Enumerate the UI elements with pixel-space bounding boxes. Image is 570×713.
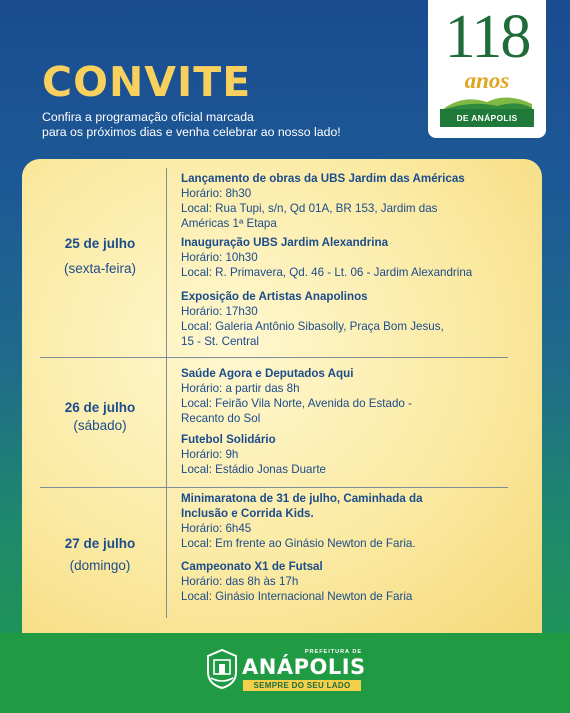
badge-ribbon: DE ANÁPOLIS — [440, 109, 534, 127]
event-location: Recanto do Sol — [181, 412, 261, 425]
event-item — [181, 366, 531, 426]
anniversary-badge — [428, 0, 546, 138]
event-title: Minimaratona de 31 de julho, Caminhada da — [181, 492, 423, 505]
event-location: Local: Galeria Antônio Sibasolly, Praça Bom Jesus, — [181, 320, 444, 333]
badge-number: 118 — [444, 3, 530, 71]
day-date: 26 de julho — [64, 400, 136, 415]
event-title: Futebol Solidário — [181, 433, 276, 446]
event-title: Inauguração UBS Jardim Alexandrina — [181, 236, 389, 249]
event-location: Local: Em frente ao Ginásio Newton de Faria. — [181, 537, 416, 550]
city-seal-icon — [205, 648, 239, 690]
event-time: Horário: 9h — [181, 448, 239, 461]
logo-slogan: SEMPRE DO SEU LADO — [243, 680, 361, 691]
event-location: Local: R. Primavera, Qd. 46 - Lt. 06 - Jardim Alexandrina — [181, 266, 473, 279]
page-title: CONVITE — [42, 58, 252, 106]
schedule-divider-horizontal — [40, 487, 508, 488]
day-weekday: (sábado) — [73, 418, 127, 433]
event-time: Horário: das 8h às 17h — [181, 575, 299, 588]
event-time: Horário: 6h45 — [181, 522, 252, 535]
event-location: Américas 1ª Etapa — [181, 217, 277, 230]
event-location: Local: Estádio Jonas Duarte — [181, 463, 327, 476]
logo-prefeitura-text: PREFEITURA DE — [304, 649, 362, 655]
event-item — [181, 289, 531, 349]
event-location: 15 - St. Central — [181, 335, 259, 348]
subtitle-line: Confira a programação oficial marcada — [42, 110, 254, 124]
page-subtitle — [42, 110, 412, 140]
event-time: Horário: 10h30 — [181, 251, 258, 264]
event-item — [181, 491, 531, 551]
event-location: Local: Rua Tupi, s/n, Qd 01A, BR 153, Jardim das — [181, 202, 438, 215]
day-weekday: (domingo) — [69, 558, 131, 573]
hills-icon — [442, 92, 532, 110]
event-title: Campeonato X1 de Futsal — [181, 560, 323, 573]
subtitle-line: para os próximos dias e venha celebrar ao nosso lado! — [42, 125, 341, 139]
event-time: Horário: 8h30 — [181, 187, 252, 200]
event-item — [181, 235, 531, 280]
event-title: Exposição de Artistas Anapolinos — [181, 290, 368, 303]
event-time: Horário: 17h30 — [181, 305, 258, 318]
badge-label: anos — [464, 68, 510, 93]
event-time: Horário: a partir das 8h — [181, 382, 300, 395]
event-title: Saúde Agora e Deputados Aqui — [181, 367, 354, 380]
event-title: Inclusão e Corrida Kids. — [181, 507, 314, 520]
day-date: 25 de julho — [64, 236, 136, 251]
schedule-divider-horizontal — [40, 357, 508, 358]
event-title: Lançamento de obras da UBS Jardim das Américas — [181, 172, 465, 185]
day-date: 27 de julho — [64, 536, 136, 551]
event-item — [181, 432, 531, 477]
event-item — [181, 559, 531, 604]
event-location: Local: Ginásio Internacional Newton de Faria — [181, 590, 413, 603]
event-location: Local: Feirão Vila Norte, Avenida do Estado - — [181, 397, 412, 410]
day-weekday: (sexta-feira) — [63, 261, 136, 276]
logo-city-name: ANÁPOLIS — [242, 655, 366, 679]
event-item — [181, 171, 531, 231]
